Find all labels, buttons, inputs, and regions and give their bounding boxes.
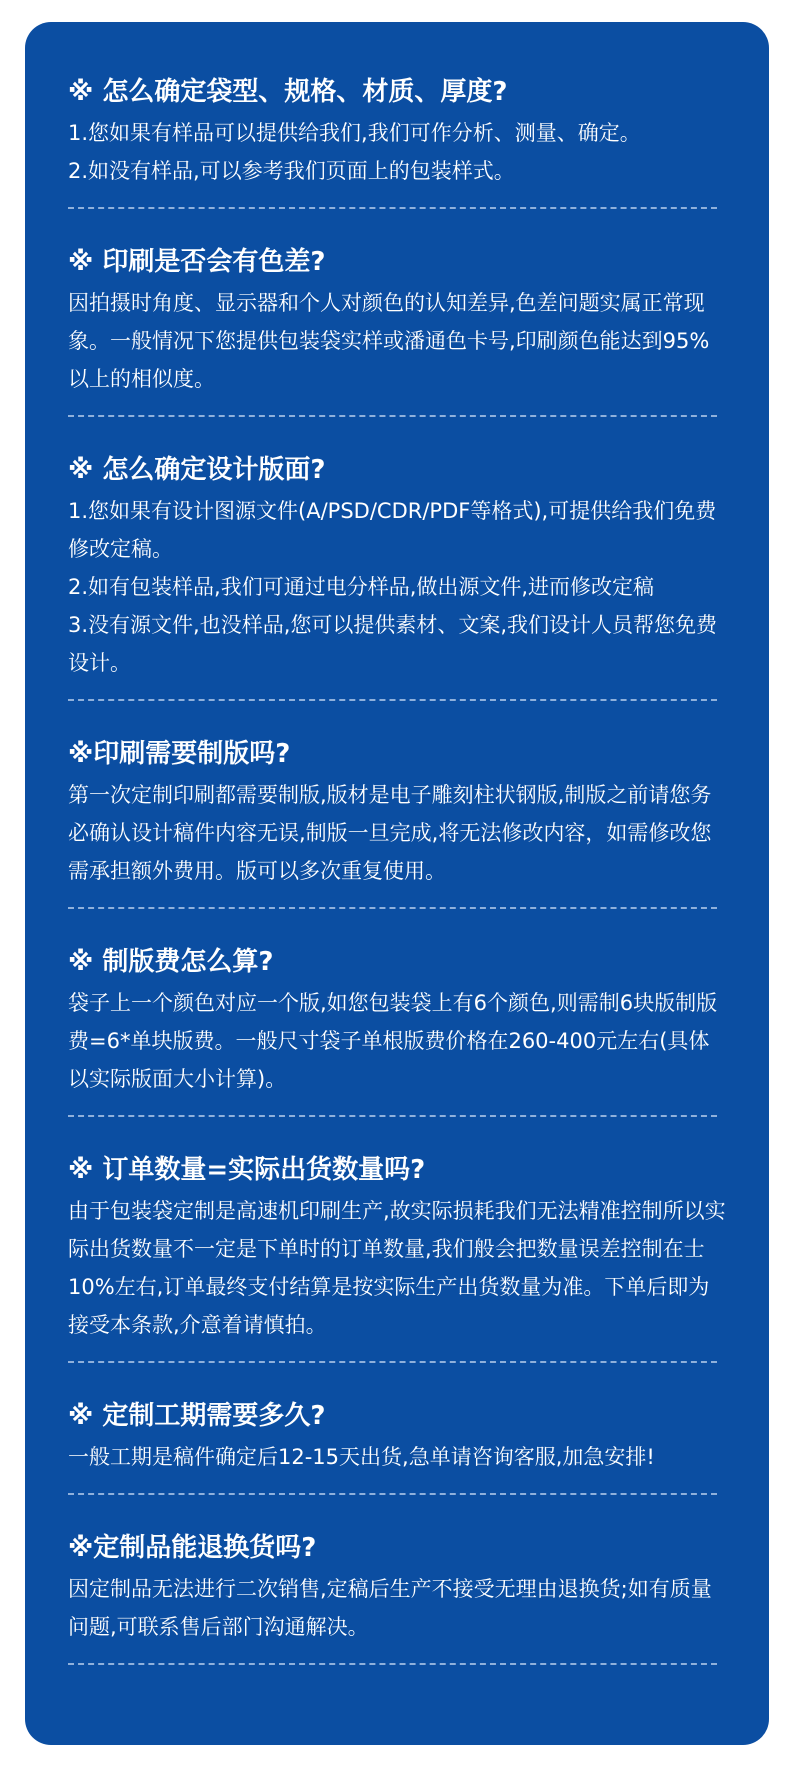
faq-answer (68, 1570, 729, 1646)
faq-question: ※ 制版费怎么算? (68, 947, 274, 977)
faq-answer-line: 第一次定制印刷都需要制版,版材是电子雕刻柱状钢版,制版之前请您务必确认设计稿件内容无误,制版一旦完成,将无法修改内容，如需修改您需承担额外费用。版可以多次重复使用。 (68, 783, 712, 883)
dashed-divider (68, 1115, 717, 1117)
faq-question: ※ 怎么确定袋型、规格、材质、厚度? (68, 77, 508, 107)
dashed-divider (68, 1493, 717, 1495)
faq-answer-line: 一般工期是稿件确定后12-15天出货,急单请咨询客服,加急安排! (68, 1445, 655, 1469)
faq-item-plate-fee (68, 944, 729, 1098)
faq-panel (25, 22, 769, 1745)
faq-answer-line: 1.您如果有样品可以提供给我们,我们可作分析、测量、确定。 (68, 121, 641, 145)
faq-answer (68, 984, 729, 1098)
faq-question: ※印刷需要制版吗? (68, 739, 291, 769)
dashed-divider (68, 699, 717, 701)
faq-item-color-difference (68, 244, 729, 398)
faq-answer-line: 袋子上一个颜色对应一个版,如您包装袋上有6个颜色,则需制6块版制版费=6*单块版费。一般尺寸袋子单根版费价格在260-400元左右(具体以实际版面大小计算)。 (68, 991, 718, 1091)
faq-answer-line: 由于包装袋定制是高速机印刷生产,故实际损耗我们无法精准控制所以实际出货数量不一定是下单时的订单数量,我们般会把数量误差控制在士10%左右,订单最终支付结算是按实际生产出货数量为准。下单后即为接受本条款,介意着请慎拍。 (68, 1199, 726, 1337)
faq-answer (68, 776, 729, 890)
faq-item-returns (68, 1530, 729, 1646)
faq-answer-line: 因拍摄时角度、显示器和个人对颜色的认知差异,色差问题实属正常现象。一般情况下您提供包装袋实样或潘通色卡号,印刷颜色能达到95%以上的相似度。 (68, 291, 710, 391)
faq-answer (68, 1438, 729, 1476)
faq-question: ※ 订单数量=实际出货数量吗? (68, 1155, 426, 1185)
faq-question: ※ 怎么确定设计版面? (68, 455, 326, 485)
dashed-divider (68, 415, 717, 417)
faq-answer-line: 3.没有源文件,也没样品,您可以提供素材、文案,我们设计人员帮您免费设计。 (68, 613, 718, 675)
faq-answer (68, 284, 729, 398)
faq-answer-line: 2.如有包装样品,我们可通过电分样品,做出源文件,进而修改定稿 (68, 575, 655, 599)
faq-question: ※ 定制工期需要多久? (68, 1401, 326, 1431)
faq-question: ※定制品能退换货吗? (68, 1533, 317, 1563)
faq-item-lead-time (68, 1398, 729, 1476)
faq-answer-line: 2.如没有样品,可以参考我们页面上的包装样式。 (68, 159, 515, 183)
faq-answer (68, 114, 729, 190)
faq-answer (68, 1192, 729, 1344)
faq-item-order-quantity (68, 1152, 729, 1344)
dashed-divider (68, 907, 717, 909)
dashed-divider (68, 1361, 717, 1363)
faq-answer-line: 因定制品无法进行二次销售,定稿后生产不接受无理由退换货;如有质量问题,可联系售后部门沟通解决。 (68, 1577, 712, 1639)
faq-item-bag-type (68, 74, 729, 190)
faq-question: ※ 印刷是否会有色差? (68, 247, 326, 277)
dashed-divider (68, 1663, 717, 1665)
faq-item-design-layout (68, 452, 729, 682)
dashed-divider (68, 207, 717, 209)
faq-answer-line: 1.您如果有设计图源文件(A/PSD/CDR/PDF等格式),可提供给我们免费修改定稿。 (68, 499, 717, 561)
faq-answer (68, 492, 729, 682)
faq-item-plate-making (68, 736, 729, 890)
